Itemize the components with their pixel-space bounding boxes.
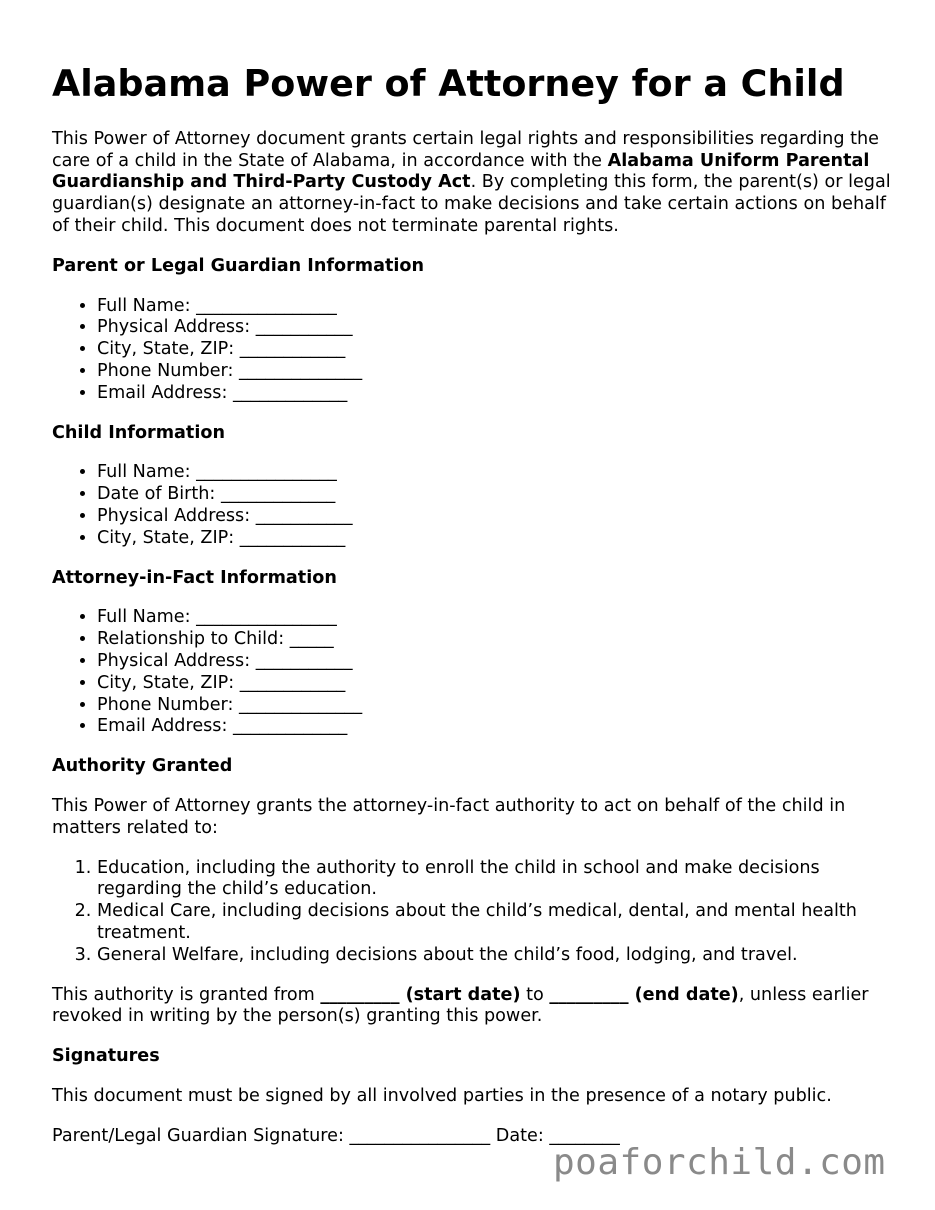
act-name: Alabama Uniform Parental Guardianship and Third-Party Custody Act — [52, 150, 870, 193]
intro-paragraph — [52, 129, 892, 238]
child-field-list — [52, 462, 892, 549]
parent-address-field: • Physical Address: ___________ — [97, 317, 892, 339]
start-date-blank: _________ (start date) — [320, 984, 521, 1005]
attorney-city-state-zip-field: • City, State, ZIP: ____________ — [97, 673, 892, 695]
intro-text-start: This Power of Attorney document grants certain legal rights and responsibilities regarding the care of a child in the State of Alabama, in accordance with the — [52, 128, 879, 171]
child-dob-field: • Date of Birth: _____________ — [97, 484, 892, 506]
authority-section-heading: Authority Granted — [52, 756, 233, 777]
parent-email-field: • Email Address: _____________ — [97, 383, 892, 405]
child-full-name-field: • Full Name: ________________ — [97, 462, 892, 484]
parent-section-heading: Parent or Legal Guardian Information — [52, 255, 425, 276]
authority-item-welfare: 3. General Welfare, including decisions about the child’s food, lodging, and travel. — [97, 945, 892, 967]
notary-note: This document must be signed by all involved parties in the presence of a notary public. — [52, 1085, 832, 1106]
attorney-address-field: • Physical Address: ___________ — [97, 651, 892, 673]
signatures-section-heading: Signatures — [52, 1046, 160, 1067]
attorney-phone-field: • Phone Number: ______________ — [97, 695, 892, 717]
authority-list — [52, 858, 892, 967]
parent-phone-field: • Phone Number: ______________ — [97, 361, 892, 383]
term-text-start: This authority is granted from — [52, 984, 321, 1005]
intro-text-end: . By completing this form, the parent(s) or legal guardian(s) designate an attorney-in-fact to make decisions and take certain actions on behalf of their child. This document does not terminate parental rights. — [52, 172, 891, 236]
authority-term — [52, 985, 892, 1029]
authority-intro: This Power of Attorney grants the attorney-in-fact authority to act on behalf of the child in matters related to: — [52, 795, 846, 838]
authority-item-medical: 2. Medical Care, including decisions about the child’s medical, dental, and mental health treatment. — [97, 901, 892, 945]
child-section-heading: Child Information — [52, 422, 225, 443]
parent-signature-line: Parent/Legal Guardian Signature: ________________ Date: ________ — [52, 1125, 620, 1146]
attorney-full-name-field: • Full Name: ________________ — [97, 607, 892, 629]
term-text-end: , unless earlier revoked in writing by the person(s) granting this power. — [52, 984, 869, 1027]
term-text-to: to — [520, 984, 550, 1005]
parent-field-list — [52, 296, 892, 405]
authority-item-education: 1. Education, including the authority to enroll the child in school and make decisions regarding the child’s education. — [97, 858, 892, 902]
parent-city-state-zip-field: • City, State, ZIP: ____________ — [97, 339, 892, 361]
parent-full-name-field: • Full Name: ________________ — [97, 296, 892, 318]
child-city-state-zip-field: • City, State, ZIP: ____________ — [97, 528, 892, 550]
site-watermark: poaforchild.com — [553, 1142, 886, 1183]
end-date-blank: _________ (end date) — [549, 984, 739, 1005]
attorney-email-field: • Email Address: _____________ — [97, 716, 892, 738]
document-page — [52, 62, 892, 1165]
attorney-field-list — [52, 607, 892, 738]
attorney-section-heading: Attorney-in-Fact Information — [52, 567, 337, 588]
attorney-relationship-field: • Relationship to Child: _____ — [97, 629, 892, 651]
document-title: Alabama Power of Attorney for a Child — [52, 62, 845, 105]
child-address-field: • Physical Address: ___________ — [97, 506, 892, 528]
